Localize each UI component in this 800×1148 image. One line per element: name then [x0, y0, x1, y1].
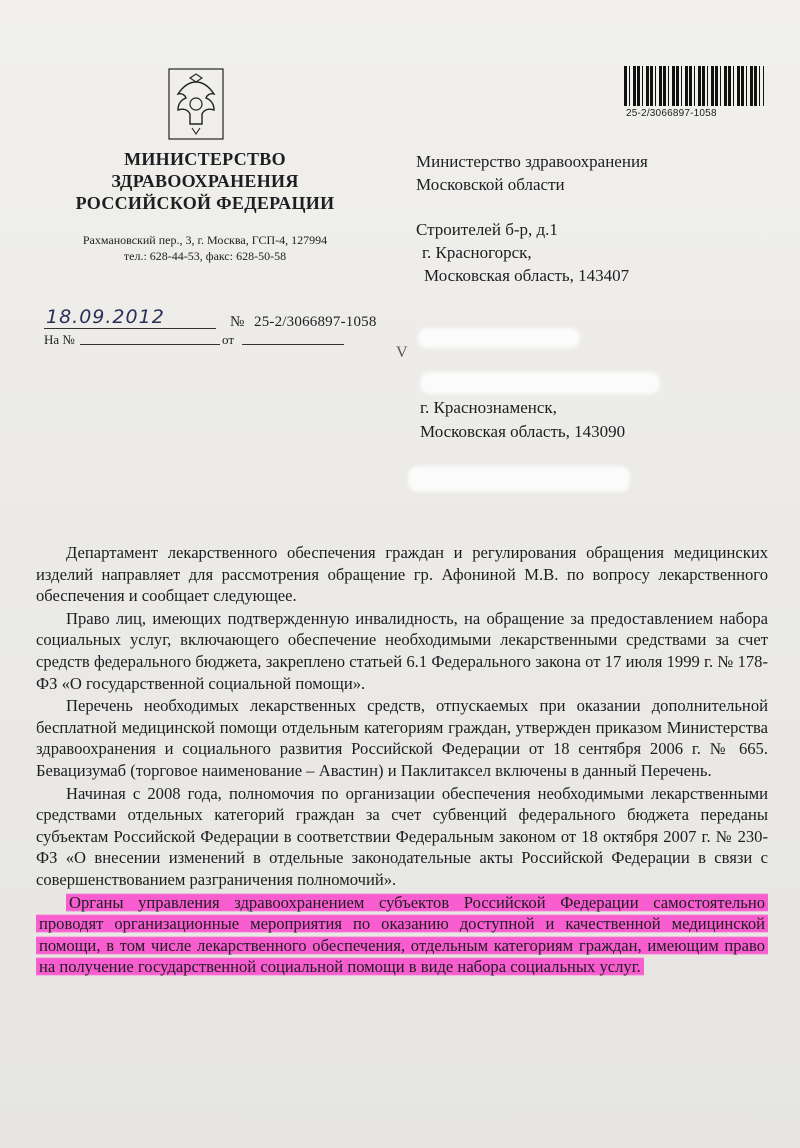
- outgoing-number: 25-2/3066897-1058: [254, 314, 377, 330]
- ot-label: от: [222, 332, 235, 347]
- letter-body: [36, 542, 768, 979]
- sender-phone-line: тел.: 628-44-53, факс: 628-50-58: [123, 249, 287, 263]
- number-label: №: [230, 314, 245, 330]
- check-mark: V: [396, 344, 408, 361]
- recipient-address-line: Московская область, 143407: [424, 266, 630, 285]
- body-paragraph: Департамент лекарственного обеспечения граждан и регулирования обращения медицинских изделий направляет для рассмотрения обращение гр. Афониной М.В. по вопросу лекарственного обеспечения и сообщает следующее.: [36, 543, 768, 606]
- na-number-underline: [80, 344, 220, 345]
- highlight-marker-text: Органы управления здравоохранением субъектов Российской Федерации самостоятельно проводят организационные мероприятия по оказанию доступной и качественной медицинской помощи, в том числе лекарственного обеспечения, отдельным категориям граждан, имеющим право на получение государственной социальной помощи в виде набора социальных услуг.: [36, 893, 768, 977]
- body-paragraph: Начиная с 2008 года, полномочия по организации обеспечения необходимыми лекарственными средствами отдельных категорий граждан за счет субвенций федерального бюджета переданы субъектам Российской Федерации в соответствии Федеральным законом от 18 октября 2007 г. № 230-ФЗ «О внесении изменений в отдельные законодательные акты Российской Федерации в связи с совершенствованием разграничения полномочий».: [36, 783, 768, 889]
- barcode-number: 25-2/3066897-1058: [626, 108, 717, 119]
- recipient-org-line: Московской области: [416, 175, 565, 194]
- date-underline: [44, 328, 216, 329]
- redacted-name: [418, 328, 580, 348]
- ministry-title-line: ЗДРАВООХРАНЕНИЯ: [111, 171, 299, 191]
- recipient-block: [416, 150, 648, 287]
- sender-address: [40, 232, 370, 264]
- recipient-person-region: Московская область, 143090: [420, 422, 626, 441]
- recipient-address-line: г. Красногорск,: [422, 243, 532, 262]
- barcode: [624, 66, 764, 106]
- coat-of-arms-icon: [168, 68, 224, 140]
- recipient-address-line: Строителей б-р, д.1: [416, 220, 558, 239]
- na-number-label: На №: [44, 332, 75, 347]
- ministry-title-line: РОССИЙСКОЙ ФЕДЕРАЦИИ: [75, 193, 335, 213]
- recipient-person-address: [420, 396, 625, 444]
- redacted-street: [420, 372, 660, 394]
- recipient-person-city: г. Краснознаменск,: [420, 398, 557, 417]
- recipient-org-line: Министерство здравоохранения: [416, 152, 648, 171]
- redacted-line: [408, 466, 630, 492]
- body-paragraph: Право лиц, имеющих подтвержденную инвалидность, на обращение за предоставлением набора социальных услуг, включающего обеспечение необходимыми лекарственными средствами за счет средств федерального бюджета, закреплено статьей 6.1 Федерального закона от 17 июля 1999 г. № 178-ФЗ «О государственной социальной помощи».: [36, 608, 768, 693]
- highlighted-paragraph: [36, 892, 768, 978]
- sender-address-line: Рахмановский пер., 3, г. Москва, ГСП-4, 127994: [82, 233, 328, 247]
- handwritten-date: 18.09.2012: [46, 306, 165, 328]
- body-paragraph: Перечень необходимых лекарственных средств, отпускаемых при оказании дополнительной бесплатной медицинской помощи отдельным категориям граждан, утвержден приказом Министерства здравоохранения и социального развития Российской Федерации от 18 сентября 2006 г. № 665. Бевацизумаб (торговое наименование – Авастин) и Паклитаксел включены в данный Перечень.: [36, 696, 768, 780]
- sender-ministry-title: [40, 148, 370, 214]
- ot-underline: [242, 344, 344, 345]
- ministry-title-line: МИНИСТЕРСТВО: [124, 149, 286, 169]
